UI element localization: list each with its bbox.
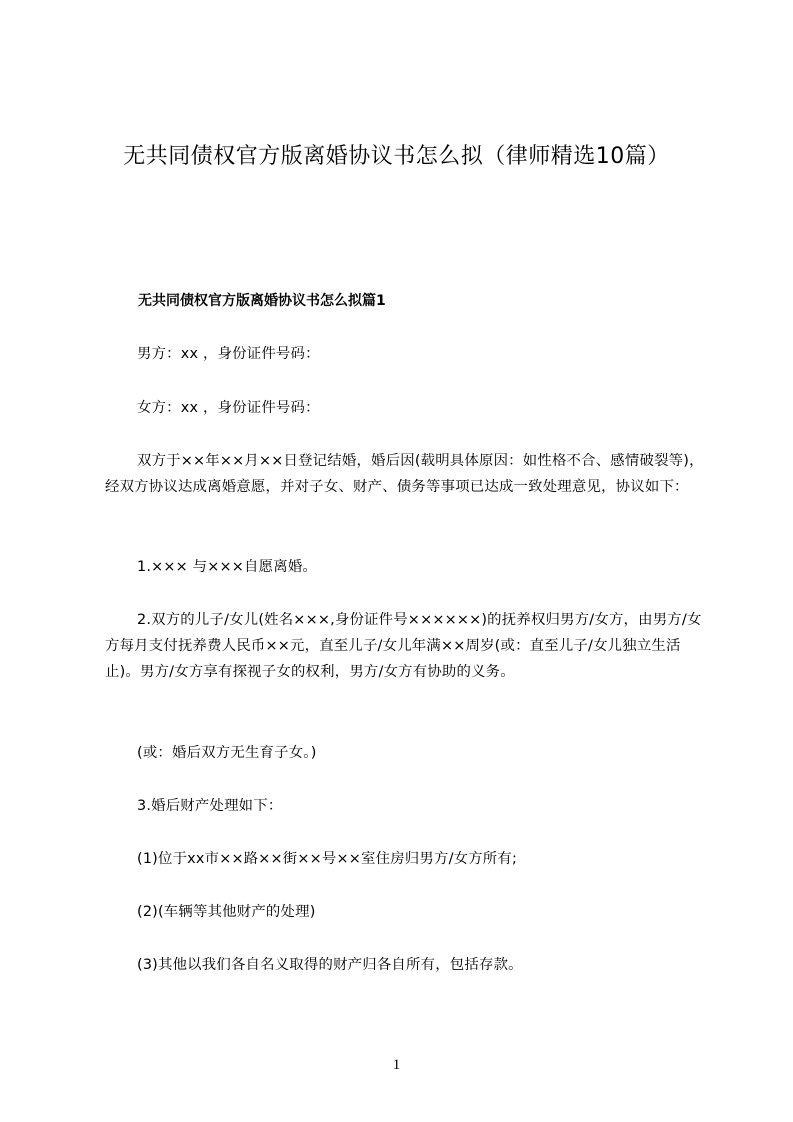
paragraph-husband-info: 男方：xx ，身份证件号码： <box>137 346 320 362</box>
paragraph-property-item-3: (3)其他以我们各自名义取得的财产归各自所有，包括存款。 <box>137 957 523 973</box>
paragraph-clause-1: 1.××× 与×××自愿离婚。 <box>137 559 317 575</box>
paragraph-marriage-background: 双方于××年××月××日登记结婚，婚后因(载明具体原因：如性格不合、感情破裂等)，经双方协议达成离婚意愿，并对子女、财产、债务等事项已达成一致处理意见，协议如下： <box>105 453 704 495</box>
paragraph-wife-info: 女方：xx ，身份证件号码： <box>137 400 320 416</box>
paragraph-property-item-2: (2)(车辆等其他财产的处理) <box>137 904 316 920</box>
paragraph-clause-3-property: 3.婚后财产处理如下： <box>137 798 283 814</box>
section-heading: 无共同债权官方版离婚协议书怎么拟篇1 <box>138 293 386 309</box>
page-number: 1 <box>392 1057 401 1073</box>
paragraph-clause-2-custody: 2.双方的儿子/女儿(姓名×××,身份证件号××××××)的抚养权归男方/女方，由男方/女方每月支付抚养费人民币××元，直至儿子/女儿年满××周岁(或：直至儿子/女儿独立生活止)。男方/女方享有探视子女的权利，男方/女方有协助的义务。 <box>105 612 702 680</box>
document-title: 无共同债权官方版离婚协议书怎么拟（律师精选10篇） <box>123 144 670 169</box>
paragraph-no-children-alt: (或：婚后双方无生育子女。) <box>137 745 317 761</box>
paragraph-property-item-1: (1)位于xx市××路××街××号××室住房归男方/女方所有; <box>137 851 518 867</box>
